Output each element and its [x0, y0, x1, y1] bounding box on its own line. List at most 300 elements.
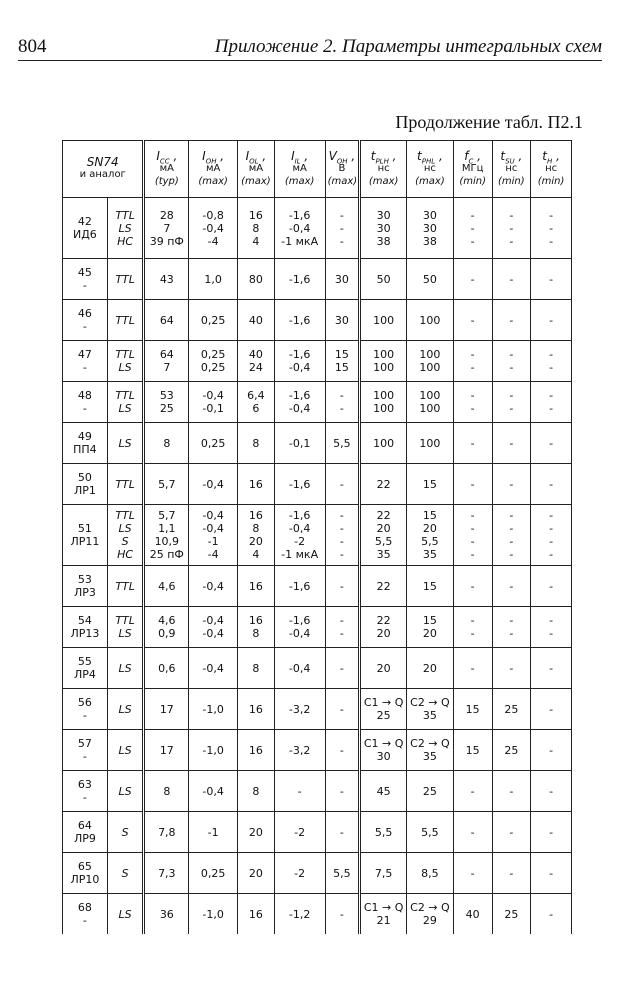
cell-value: 100 [373, 313, 395, 327]
cell-ioh [189, 505, 238, 566]
column-header-condition: (min) [537, 175, 565, 187]
cell-value: 100 [419, 389, 441, 402]
cell-value: - [470, 402, 475, 415]
cell-value: - [509, 661, 514, 675]
cell-series [63, 812, 108, 853]
cell-series [63, 894, 108, 935]
cell-value: - [509, 535, 514, 548]
column-header-unit: нс [505, 162, 518, 174]
cell-value: - [470, 866, 475, 880]
cell-value: 20 [248, 535, 263, 548]
cell-value: S [121, 866, 129, 880]
cell-value: -1 [207, 825, 219, 839]
cell-value: 36 [159, 907, 174, 921]
table-row [63, 382, 572, 423]
column-header-symbol: $t_{SU}$ , [500, 148, 523, 165]
cell-th [531, 464, 572, 505]
cell-value: 8 [163, 436, 171, 450]
cell-tphl [407, 771, 454, 812]
cell-value: 29 [422, 914, 437, 927]
cell-value: - [470, 272, 475, 286]
cell-value: 56 [77, 696, 92, 709]
cell-value: - [549, 234, 554, 248]
table-row [63, 259, 572, 300]
cell-value: - [470, 389, 475, 402]
cell-value: 5,5 [374, 825, 393, 839]
cell-fc [453, 505, 492, 566]
cell-value: - [82, 320, 87, 333]
cell-value: -0,4 [288, 522, 311, 535]
cell-value: 5,5 [421, 825, 439, 839]
column-header-condition: (max) [198, 175, 228, 187]
cell-value: -0,4 [288, 661, 311, 675]
cell-iil [274, 730, 325, 771]
cell-value: TTL [115, 313, 135, 327]
cell-voh [325, 812, 360, 853]
cell-value: 5,5 [421, 535, 439, 548]
cell-value: - [549, 402, 554, 415]
cell-th [531, 300, 572, 341]
cell-series [63, 771, 108, 812]
cell-value: - [339, 825, 344, 839]
column-header-tsu [492, 141, 531, 198]
cell-value: -0,4 [202, 579, 224, 593]
cell-value: 25 [422, 784, 437, 798]
cell-value: 5,5 [374, 535, 393, 548]
cell-value: HC [117, 548, 134, 561]
cell-value: - [339, 208, 344, 222]
column-header-unit: нс [377, 162, 390, 174]
cell-value: LS [118, 221, 132, 235]
cell-tphl [407, 812, 454, 853]
cell-value: 5,5 [333, 866, 351, 880]
cell-series [63, 566, 108, 607]
column-header-icc [144, 141, 189, 198]
cell-iil [274, 607, 325, 648]
cell-value: 15 [422, 509, 437, 522]
cell-fc [453, 259, 492, 300]
cell-value: C1 → Q [363, 737, 404, 750]
cell-tsu [492, 505, 531, 566]
cell-icc [144, 505, 189, 566]
table-header-row [63, 141, 572, 198]
table-row [63, 566, 572, 607]
cell-tphl [407, 382, 454, 423]
cell-tsu [492, 423, 531, 464]
table-row [63, 853, 572, 894]
cell-value: -0,4 [202, 221, 224, 235]
table-row [63, 771, 572, 812]
cell-value: - [339, 907, 344, 921]
cell-value: - [549, 348, 554, 361]
cell-value: - [509, 627, 514, 640]
cell-value: - [549, 702, 554, 716]
cell-tsu [492, 812, 531, 853]
cell-fc [453, 464, 492, 505]
header-rule [18, 60, 602, 61]
cell-value: - [509, 313, 514, 327]
cell-value: - [549, 907, 554, 921]
cell-value: - [339, 389, 344, 402]
cell-icc [144, 423, 189, 464]
cell-value: TTL [115, 389, 135, 402]
column-header-th [531, 141, 572, 198]
cell-th [531, 771, 572, 812]
column-header-voh [325, 141, 360, 198]
cell-value: 30 [376, 750, 391, 763]
cell-value: - [509, 866, 514, 880]
cell-tplh [360, 689, 407, 730]
cell-iil [274, 771, 325, 812]
cell-tphl [407, 198, 454, 259]
cell-value: - [509, 784, 514, 798]
cell-value: -1 [207, 535, 219, 548]
cell-value: ЛР10 [70, 873, 100, 886]
cell-type [107, 607, 144, 648]
cell-value: 100 [373, 361, 395, 374]
cell-value: - [549, 272, 554, 286]
cell-tsu [492, 771, 531, 812]
table-row [63, 505, 572, 566]
cell-value: 1,0 [204, 272, 222, 286]
cell-value: 7 [163, 361, 171, 374]
cell-value: - [509, 208, 514, 222]
cell-fc [453, 566, 492, 607]
cell-value: - [339, 477, 344, 491]
cell-value: 39 пФ [149, 234, 184, 248]
cell-tsu [492, 259, 531, 300]
cell-value: 4,6 [158, 579, 176, 593]
column-header-symbol: $t_{PHL}$ , [417, 148, 443, 165]
column-header-condition: (min) [498, 175, 525, 187]
cell-value: 5,7 [158, 477, 176, 491]
cell-iol [238, 894, 275, 935]
cell-value: 40 [248, 313, 263, 327]
cell-type [107, 505, 144, 566]
cell-tsu [492, 894, 531, 935]
cell-value: 5,7 [158, 509, 176, 522]
cell-value: 16 [248, 477, 263, 491]
cell-value: 38 [376, 234, 391, 248]
cell-tplh [360, 853, 407, 894]
cell-value: 0,25 [200, 436, 226, 450]
cell-value: 8 [252, 661, 260, 675]
cell-value: LS [118, 522, 132, 535]
column-header-condition: (max) [368, 175, 399, 187]
cell-tphl [407, 505, 454, 566]
cell-value: -0,4 [288, 221, 311, 235]
cell-value: 45 [376, 784, 391, 798]
cell-value: ЛР13 [70, 627, 100, 640]
cell-tphl [407, 607, 454, 648]
column-header-unit: В [338, 162, 346, 174]
cell-value: 1,1 [158, 522, 176, 535]
cell-value: - [549, 866, 554, 880]
column-header-symbol: $I_{OL}$ , [245, 148, 267, 165]
cell-value: 50 [77, 471, 92, 484]
column-header-condition: (typ) [154, 175, 179, 187]
cell-type [107, 894, 144, 935]
cell-value: - [82, 791, 87, 804]
cell-type [107, 198, 144, 259]
cell-tplh [360, 730, 407, 771]
cell-voh [325, 771, 360, 812]
cell-fc [453, 894, 492, 935]
cell-tsu [492, 689, 531, 730]
column-header-subscript: PHL [421, 156, 436, 165]
cell-fc [453, 689, 492, 730]
cell-value: - [509, 522, 514, 535]
cell-series [63, 300, 108, 341]
cell-tplh [360, 505, 407, 566]
cell-value: 21 [376, 914, 391, 927]
cell-value: LS [118, 907, 132, 921]
cell-type [107, 259, 144, 300]
cell-value: ПП4 [73, 443, 97, 456]
cell-value: 35 [376, 548, 391, 561]
cell-value: 80 [248, 272, 263, 286]
cell-type [107, 464, 144, 505]
cell-value: 0,25 [200, 348, 226, 361]
cell-value: 20 [422, 661, 437, 675]
cell-type [107, 730, 144, 771]
cell-value: 15 [422, 579, 437, 593]
cell-fc [453, 423, 492, 464]
cell-value: 65 [77, 860, 92, 873]
cell-value: - [549, 661, 554, 675]
cell-value: 68 [77, 901, 92, 914]
cell-value: - [509, 614, 514, 627]
cell-series [63, 853, 108, 894]
cell-value: - [470, 535, 475, 548]
cell-tphl [407, 894, 454, 935]
cell-value: 0,9 [158, 627, 176, 640]
cell-value: 0,25 [200, 866, 226, 880]
column-header-symbol: $t_H$ , [542, 148, 560, 165]
cell-value: -0,4 [202, 627, 224, 640]
cell-value: HC [117, 234, 134, 248]
cell-tplh [360, 382, 407, 423]
cell-value: -1,0 [202, 743, 224, 757]
cell-value: 100 [419, 436, 441, 450]
cell-icc [144, 259, 189, 300]
cell-value: -2 [294, 866, 306, 880]
cell-voh [325, 648, 360, 689]
cell-value: - [470, 579, 475, 593]
cell-value: 57 [77, 737, 92, 750]
cell-iil [274, 853, 325, 894]
cell-value: C2 → Q [410, 737, 450, 750]
cell-voh [325, 382, 360, 423]
cell-value: ЛР1 [73, 484, 96, 497]
cell-th [531, 689, 572, 730]
cell-value: LS [118, 784, 132, 798]
cell-series [63, 607, 108, 648]
table-row [63, 730, 572, 771]
cell-value: LS [118, 743, 132, 757]
cell-th [531, 812, 572, 853]
cell-ioh [189, 689, 238, 730]
cell-value: -0,1 [202, 402, 224, 415]
cell-fc [453, 648, 492, 689]
cell-iol [238, 648, 275, 689]
cell-icc [144, 812, 189, 853]
column-header-iol [238, 141, 275, 198]
column-header-condition: (max) [327, 175, 358, 187]
cell-icc [144, 853, 189, 894]
cell-value: - [509, 825, 514, 839]
cell-th [531, 894, 572, 935]
cell-ioh [189, 812, 238, 853]
cell-value: - [470, 436, 475, 450]
cell-ioh [189, 894, 238, 935]
column-header-unit: мА [159, 162, 174, 174]
cell-value: -3,2 [288, 702, 311, 716]
cell-tplh [360, 771, 407, 812]
cell-icc [144, 341, 189, 382]
column-header-subscript: OH [205, 156, 217, 165]
cell-ioh [189, 730, 238, 771]
cell-value: - [470, 522, 475, 535]
cell-value: - [470, 234, 475, 248]
cell-tphl [407, 853, 454, 894]
cell-value: -3,2 [288, 743, 311, 757]
cell-tplh [360, 648, 407, 689]
table-body [63, 198, 572, 935]
column-header-unit: мА [292, 162, 307, 174]
cell-value: 100 [373, 402, 395, 415]
cell-value: - [82, 709, 87, 722]
cell-type [107, 566, 144, 607]
cell-series [63, 341, 108, 382]
cell-value: 0,25 [200, 313, 226, 327]
cell-icc [144, 648, 189, 689]
cell-series [63, 648, 108, 689]
cell-value: - [509, 221, 514, 235]
cell-value: - [549, 614, 554, 627]
cell-value: 20 [376, 627, 391, 640]
cell-value: -0,4 [202, 389, 224, 402]
cell-value: - [470, 361, 475, 374]
cell-th [531, 853, 572, 894]
cell-series [63, 198, 108, 259]
cell-value: C1 → Q [363, 901, 404, 914]
cell-value: - [470, 477, 475, 491]
cell-tplh [360, 812, 407, 853]
cell-iol [238, 607, 275, 648]
cell-value: 100 [419, 402, 441, 415]
column-header-unit: и аналог [79, 169, 126, 180]
cell-value: 63 [77, 778, 92, 791]
cell-fc [453, 853, 492, 894]
cell-iil [274, 894, 325, 935]
cell-value: - [470, 825, 475, 839]
table-row [63, 689, 572, 730]
cell-value: 100 [373, 389, 395, 402]
cell-type [107, 812, 144, 853]
cell-type [107, 771, 144, 812]
cell-series [63, 464, 108, 505]
cell-value: - [549, 743, 554, 757]
parameters-table [62, 140, 572, 934]
cell-value: 100 [419, 313, 441, 327]
cell-value: 8,5 [421, 866, 439, 880]
cell-tplh [360, 894, 407, 935]
cell-tphl [407, 259, 454, 300]
cell-value: - [549, 221, 554, 235]
cell-iol [238, 853, 275, 894]
cell-value: 15 [422, 614, 437, 627]
cell-th [531, 607, 572, 648]
cell-value: 30 [422, 221, 437, 235]
cell-value: - [339, 221, 344, 235]
cell-type [107, 382, 144, 423]
cell-fc [453, 382, 492, 423]
cell-value: - [297, 784, 302, 798]
cell-value: -1,6 [288, 579, 311, 593]
cell-th [531, 730, 572, 771]
cell-tsu [492, 853, 531, 894]
cell-th [531, 423, 572, 464]
cell-type [107, 341, 144, 382]
cell-value: - [470, 348, 475, 361]
cell-value: 50 [422, 272, 437, 286]
cell-value: 16 [248, 509, 263, 522]
cell-value: ЛР9 [73, 832, 96, 845]
column-header-symbol: SN74 [86, 155, 119, 169]
cell-ioh [189, 198, 238, 259]
cell-value: -4 [207, 548, 219, 561]
cell-iol [238, 300, 275, 341]
cell-value: 55 [77, 655, 92, 668]
cell-value: 16 [248, 907, 263, 921]
cell-iil [274, 464, 325, 505]
cell-value: -1,6 [288, 313, 311, 327]
cell-tplh [360, 464, 407, 505]
column-header-unit: нс [423, 162, 436, 174]
cell-type [107, 648, 144, 689]
cell-iol [238, 505, 275, 566]
cell-voh [325, 689, 360, 730]
table-row [63, 812, 572, 853]
cell-value: 16 [248, 743, 263, 757]
cell-value: - [339, 661, 344, 675]
cell-value: 30 [334, 272, 349, 286]
cell-value: 50 [376, 272, 391, 286]
cell-value: - [82, 914, 87, 927]
cell-value: 15 [465, 743, 480, 757]
cell-value: 25 [504, 743, 519, 757]
cell-value: 8 [163, 784, 171, 798]
cell-value: 25 [159, 402, 174, 415]
cell-tsu [492, 382, 531, 423]
cell-value: 17 [159, 743, 174, 757]
cell-icc [144, 382, 189, 423]
cell-value: 43 [159, 272, 174, 286]
cell-tphl [407, 464, 454, 505]
cell-value: 7 [163, 221, 171, 235]
cell-tsu [492, 607, 531, 648]
cell-value: 15 [465, 702, 480, 716]
cell-value: 8 [252, 221, 260, 235]
cell-value: 25 [504, 907, 519, 921]
cell-value: -1,6 [288, 389, 311, 402]
cell-value: - [549, 784, 554, 798]
cell-tphl [407, 689, 454, 730]
column-header-condition: (max) [415, 175, 445, 187]
cell-value: LS [118, 436, 132, 450]
cell-fc [453, 812, 492, 853]
